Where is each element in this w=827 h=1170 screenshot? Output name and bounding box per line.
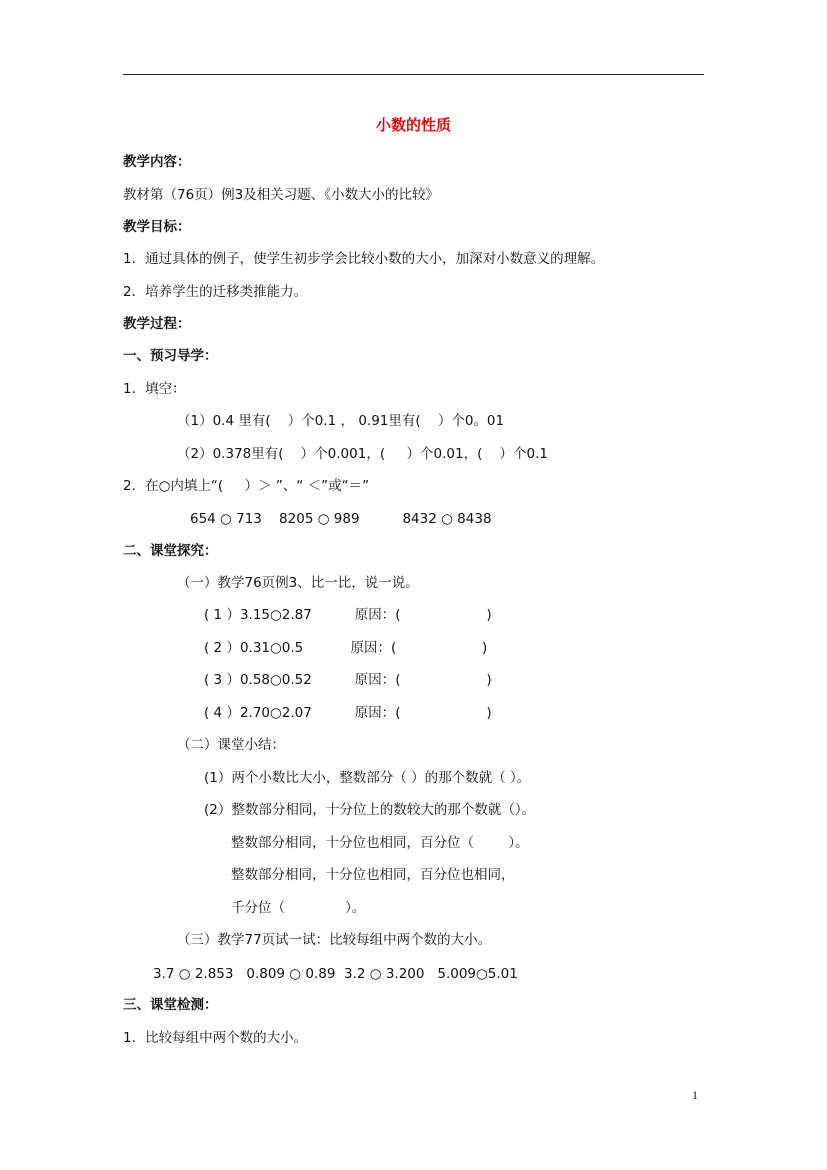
heading-class-test: 三、课堂检测： [123,997,218,1013]
text-line: 1．比较每组中两个数的大小。 [123,1030,308,1046]
text-line: 教材第（76页）例3及相关习题、《小数大小的比较》 [123,187,440,203]
text-line: 3.7 ○ 2.853 0.809 ○ 0.89 3.2 ○ 3.200 5.009○5.01 [153,966,518,982]
text-line: ( 2 ）0.31○0.5 原因：( ) [204,640,488,656]
text-line: ( 3 ）0.58○0.52 原因：( ) [204,672,492,688]
text-line: (1）两个小数比大小，整数部分（ ）的那个数就（ ）。 [204,770,531,786]
text-line: 整数部分相同，十分位也相同，百分位也相同， [231,867,515,883]
text-line: 2．在○内填上“( ）＞ ”、“ ＜”或“＝” [123,478,370,494]
heading-class-exploration: 二、课堂探究： [123,543,218,559]
heading-teaching-goals: 教学目标： [123,219,191,235]
text-line: 1．通过具体的例子，使学生初步学会比较小数的大小，加深对小数意义的理解。 [123,251,605,267]
text-line: 654 ○ 713 8205 ○ 989 8432 ○ 8438 [190,511,492,527]
heading-teaching-content: 教学内容： [123,154,191,170]
page-number: 1 [692,1088,698,1102]
text-line: 1．填空： [123,381,186,397]
document-title: 小数的性质 [375,116,451,134]
text-line: ( 1 ）3.15○2.87 原因：( ) [204,607,492,623]
text-line: ( 4 ）2.70○2.07 原因：( ) [204,705,492,721]
text-line: （2）0.378里有( ）个0.001，( ）个0.01，( ）个0.1 [177,446,548,462]
text-line: 2．培养学生的迁移类推能力。 [123,284,308,300]
text-line: （一）教学76页例3、比一比，说一说。 [177,575,419,591]
text-line: (2）整数部分相同，十分位上的数较大的那个数就（）。 [204,802,536,818]
heading-preview: 一、预习导学： [123,348,218,364]
text-line: 整数部分相同，十分位也相同，百分位（ ）。 [231,835,529,851]
text-line: 千分位（ ）。 [231,900,366,916]
heading-teaching-process: 教学过程： [123,316,191,332]
text-line: （1）0.4 里有( ）个0.1 ， 0.91里有( ）个0。01 [177,413,505,429]
text-line: （二）课堂小结： [177,737,285,753]
text-line: （三）教学77页试一试：比较每组中两个数的大小。 [177,932,492,948]
header-rule [123,74,704,75]
